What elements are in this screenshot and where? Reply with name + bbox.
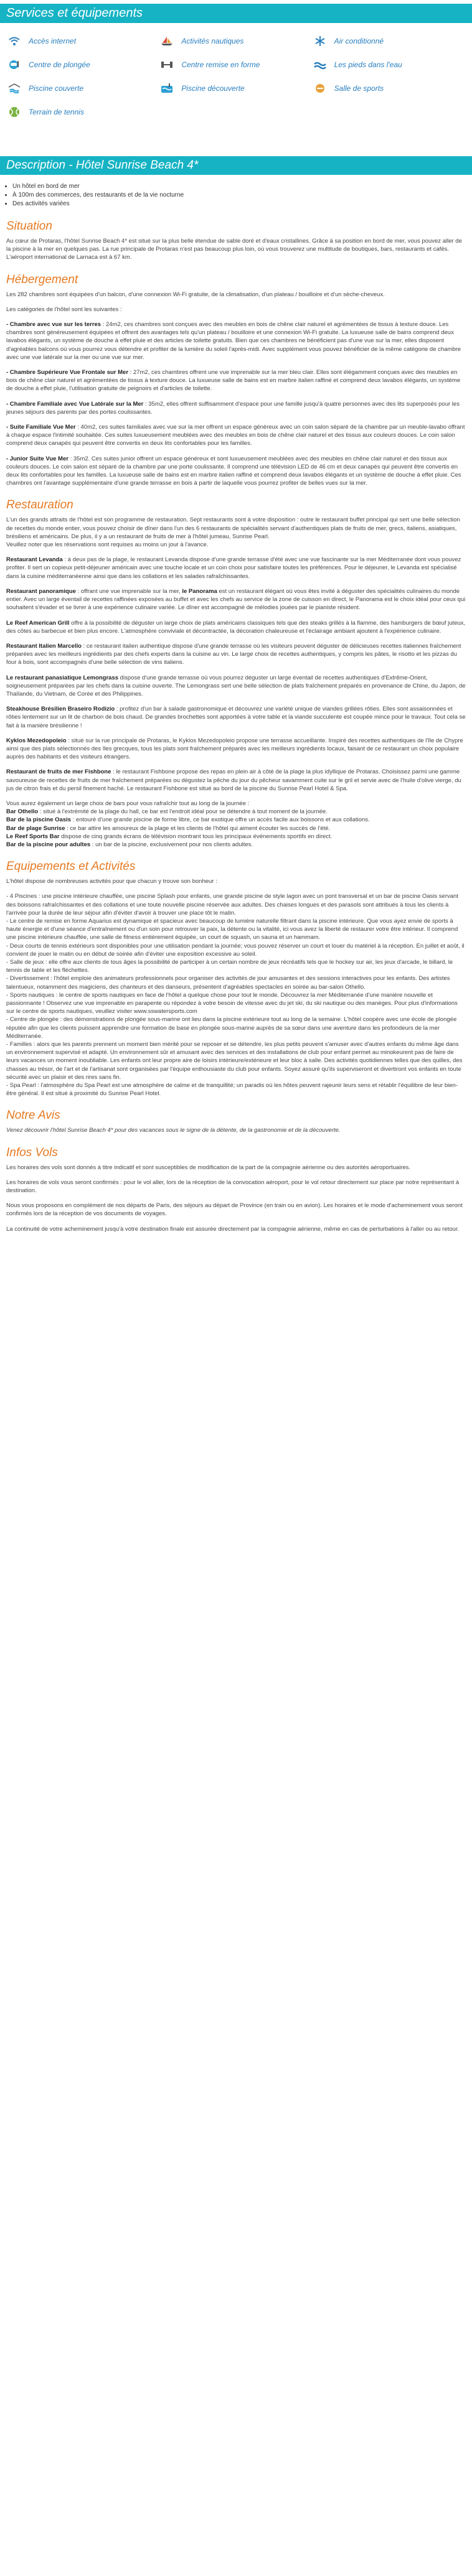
bar-text: dispose de cinq grands écrans de télévision montrant tous les principaux événements sportifs en direct. <box>59 833 333 840</box>
hebergement-intro: Les 282 chambres sont équipées d'un balcon, d'une connexion Wi-Fi gratuite, de la climatisation, d'un plateau / bouilloire et d'un sèche-cheveux. <box>6 291 385 298</box>
bar-name: Bar Othello <box>6 808 39 816</box>
infos-text: La continuité de votre acheminement jusqu'à votre destination finale est assurée directement par la compagnie aérienne, même en cas de perturbations à l'aller ou au retour. <box>6 1225 460 1233</box>
amenity-label: Piscine couverte <box>29 84 84 93</box>
fitness-icon <box>313 83 327 94</box>
restaurant-block <box>6 768 466 793</box>
bar-name: Le Reef Sports Bar <box>6 833 60 840</box>
amenity-label: Air conditionné <box>334 37 384 45</box>
room-category-text: : 40m2, ces suites familiales avec vue sur la mer offrent un espace généreux avec un coin salon séparé de la chambre par un meuble-lavabo offrant à chaque espace l'intimité souhaitée. Ces suites luxueusement meublées avec des meubles en bois de chêne clair naturel et des tissus aux couleurs douces. Le coin salon comprend deux canapés qui peuvent être convertis en deux lits confortables pour les familles. <box>6 424 465 447</box>
room-category <box>6 423 466 448</box>
restaurant-text: : ce restaurant italien authentique dispose d'une grande terrasse où les visiteurs peuvent déguster de délicieuses recettes italiennes fraîchement préparées avec les meilleurs ingrédients par des chefs experts dans la cuisine au vin. Le large choix de recettes authentiques, y compris les pâtes, le risotto et les pizzas du four à bois, sont accompagnés d'une belle sélection de vins italiens. <box>6 642 461 666</box>
restaurant-text: : offrant une vue imprenable sur la mer, <box>75 587 182 595</box>
activity-text: - Salle de jeux : elle offre aux clients de tous âges la possibilité de participer à un certain nombre de jeux récréatifs tels que le hockey sur air, les jeux d'arcade, le billard, le tennis de table et les fléchettes. <box>6 959 453 974</box>
room-category-name: - Chambre Familiale avec Vue Latérale sur la Mer <box>6 400 144 408</box>
list-item: • Des activités variées <box>12 200 466 208</box>
restaurant-block <box>6 642 466 667</box>
restaurant-block <box>6 619 466 635</box>
bar-text: : situé à l'extrémité de la plage du hall, ce bar est l'endroit idéal pour se détendre à tout moment de la journée. <box>38 808 328 816</box>
boat-icon <box>160 35 174 47</box>
restauration-intro <box>6 516 466 549</box>
room-categories-intro: Les catégories de l'hôtel sont les suivantes : <box>6 306 122 313</box>
highlights-list <box>0 182 472 208</box>
situation-title: Situation <box>6 220 52 233</box>
amenity-label: Salle de sports <box>334 84 384 93</box>
bar-text: : ce bar attire les amoureux de la plage et les clients de l'hôtel qui aiment écouter les succès de l'été. <box>65 824 331 832</box>
amenity-item <box>313 59 466 70</box>
infos-text: Nous vous proposons en complément de nos départs de Paris, des séjours au départ de Province (en train ou en avion). Les horaires et le mode d'acheminement vous seront confirmés lors de la réception de vos documents de voyages. <box>6 1202 463 1218</box>
activity-text: - Divertissement : l'hôtel emploie des animateurs professionnels pour organiser des activités de jour amusantes et des sessions interactives pour les enfants. Des artistes talentueux, notamment des magiciens, des chanteurs et des danseurs, présentent d'agréables spectacles en soirée au bar-salon Othello. <box>6 975 450 991</box>
infos-text: Les horaires de vols vous seront confirmés : pour le vol aller, lors de la réception de la convocation aéroport, pour le vol retour directement sur place par notre représentant à destination. <box>6 1178 460 1195</box>
bar-name: Bar de la piscine Oasis <box>6 816 72 824</box>
activity-text: - Deux courts de tennis extérieurs sont disponibles pour une utilisation pendant la journée; vous pouvez réserver un court et louer du matériel à la réception. En juillet et août, il convient de jouer le matin ou en début de soirée afin d'éviter une exposition excessive au soleil. <box>6 942 465 958</box>
activities-block <box>6 892 466 1098</box>
restauration-intro-text: L'un des grands attraits de l'hôtel est son programme de restauration. Sept restaurants sont à votre disposition : outre le restaurant buffet principal qui sert une belle sélection de recettes du monde entier, vous pouvez choisir de dîner dans l'un des 6 restaurants de spécialités servant d'authentiques plats de fruits de mer, grecs, italiens, asiatiques, brésiliens et américains. De plus, il y a un restaurant de fruits de mer à l'hôtel jumeau, Sunrise Pearl. <box>6 516 460 540</box>
bar-text: : entouré d'une grande piscine de forme libre, ce bar exotique offre un accès facile aux boissons et aux collations. <box>71 816 370 824</box>
room-category-name: - Suite Familiale Vue Mer <box>6 424 76 431</box>
bar-name: Bar de plage Sunrise <box>6 824 65 832</box>
amenity-item <box>7 59 160 70</box>
restaurant-name: Restaurant Italien Marcello <box>6 642 82 650</box>
restaurant-text: : situé sur la rue principale de Protaras, le Kyklos Mezedopoleio propose une terrasse accueillante. Inspiré des recettes authentiques de l'île de Chypre ainsi que des plats sélectionnés des îles grecques, tous les plats sont fraîchement préparés avec les meilleurs ingrédients locaux, faisant de ce restaurant un choix populaire auprès des habitants et des visiteurs étrangers. <box>6 737 463 761</box>
restaurant-name: Restaurant Levanda <box>6 556 63 564</box>
equipements-title: Equipements et Activités <box>6 860 136 874</box>
restaurant-text: : profitez d'un bar à salade gastronomique et découvrez une variété unique de viandes grillées rôties. Elles sont assaisonnées et rôties lentement sur un lit de charbon de bois chaud. De grandes brochettes sont apportées à votre table et la viande succulente est coupée mince pour le travaux. Tout cela se fait à la manière brésilienne ! <box>6 706 466 729</box>
hebergement-title: Hébergement <box>6 273 78 286</box>
restauration-title: Restauration <box>6 498 73 512</box>
amenity-label: Centre de plongée <box>29 60 90 69</box>
room-category <box>6 400 466 416</box>
infos-text: Les horaires des vols sont donnés à titre indicatif et sont susceptibles de modification de la part de la compagnie aérienne ou des autorités aéroportuaires. <box>6 1164 411 1171</box>
restaurant-text: offre à la possibilité de déguster un large choix de plats américains classiques tels que des steaks grillés à la flamme, des hamburgers de bœuf juteux, des côtes au barbecue et bien plus encore. L'atmosphère conviviale et décontractée, la décoration chaleureuse et l'éclairage ambiant ajoutent à l'expérience culinaire. <box>6 619 466 635</box>
amenity-label: Piscine découverte <box>181 84 245 93</box>
list-item: • Un hôtel en bord de mer <box>12 182 466 191</box>
amenity-label: Activités nautiques <box>181 37 244 45</box>
wifi-icon <box>7 35 21 47</box>
room-category-name: - Chambre Supérieure Vue Frontale sur Mer <box>6 369 129 376</box>
outdoor-pool-icon <box>160 83 174 94</box>
infos-vols-title: Infos Vols <box>6 1146 58 1159</box>
amenity-item <box>313 35 466 47</box>
bars-intro: Vous aurez également un large choix de bars pour vous rafraîchir tout au long de la journée : <box>6 800 250 807</box>
activity-text: - Sports nautiques : le centre de sports nautiques en face de l'hôtel a quelque chose pour tout le monde. Découvrez la mer Méditerranée d'une manière nouvelle et passionnante ! Observez une vue imprenable en parapente ou répondez à votre besoin de vitesse avec du jet ski, du ski nautique ou des manèges. Pour plus d'informations sur le centre de sports nautiques, veuillez visiter www.sswatersports.com <box>6 991 458 1015</box>
amenity-item <box>7 106 160 118</box>
restaurant-name: Restaurant de fruits de mer Fishbone <box>6 768 111 776</box>
amenity-item <box>7 83 160 94</box>
list-item: • À 100m des commerces, des restaurants et de la vie nocturne <box>12 191 466 200</box>
room-category-name: - Junior Suite Vue Mer <box>6 455 68 462</box>
room-category <box>6 368 466 393</box>
room-category <box>6 455 466 488</box>
indoor-pool-icon <box>7 83 21 94</box>
restaurant-name: Le Reef American Grill <box>6 619 70 627</box>
amenity-item <box>160 59 313 70</box>
restaurant-text: est un restaurant élégant où vous êtes invité à déguster des spécialités culinaires du monde entier. Avec un large éventail de recettes raffinées exposées au buffet et avec les chefs au service de la zone de cuisson en direct, le Panorama est le choix idéal pour ceux qui souhaitent s'évader et se livrer à une expérience culinaire variée. Le dîner est accompagné de mélodies jouées par le pianiste résident. <box>6 587 466 612</box>
amenity-label: Centre remise en forme <box>181 60 260 69</box>
bars-block <box>6 800 466 849</box>
activity-text: - Spa Pearl : l'atmosphère du Spa Pearl est une atmosphère de calme et de tranquillité; un paradis où les hôtes peuvent rajeunir leurs sens et rétablir l'équilibre de leur bien-être général. Il est situé à proximité du Sunrise Pearl Hotel. <box>6 1082 458 1098</box>
amenities-grid <box>0 23 472 118</box>
activity-text: - Familles : alors que les parents prennent un moment bien mérité pour se reposer et se détendre, les plus petits peuvent s'amuser avec d'autres enfants du même âge dans un environnement supervisé et adapté. Un environnement sûr et amusant avec des services et des installations de club pour enfant permet au minokeurent pas de faire de leurs vacances un moment inoubliable. Les enfants ont leur propre aire de loisirs intérieure/extérieure et leur bloc à salle. Des activités quotidiennes telles que des quilles, des chasses au trésor, de l'art et de l'artisanat sont organisées par l'équipe enthousiaste du club pour enfants. Soyez assuré qu'ils superviseront et divertiront vos enfants en toute sécurité avec un plaisir et des rires sans fin. <box>6 1041 463 1081</box>
room-category-text: : 24m2, ces chambres sont conçues avec des meubles en bois de chêne clair naturel et agrémentées de tissus à texture douce. Les chambres sont généreusement équipées et offrent des avantages tels qu'un plateau / bouilloire et une connexion Wi-Fi gratuite. La luxueuse salle de bains comprend deux lavabos élégants, un système de douche à effet pluie et des articles de toilette gratuits. Bien que ces chambres ne bénéficient pas d'une vue sur la mer, elles disposent d'agréables balcons où vous pourrez vous détendre et profiter de la lumière du soleil l'après-midi. Avec supplément vous pouvez bénéficier de la même catégorie de chambre avec une vue latérale sur la mer ou une vue sur mer. <box>6 321 461 361</box>
restaurant-block <box>6 587 466 612</box>
bar-text: : un bar de la piscine, exclusivement pour nos clients adultes. <box>90 841 253 848</box>
restaurant-name: Kyklos Mezedopoleio <box>6 737 67 744</box>
room-category-text: : 35m2, elles offrent suffisamment d'espace pour une famille jusqu'à quatre personnes avec des lits superposés pour les jeunes séjours des parents par des portes coulissantes. <box>6 400 460 416</box>
restaurant-text: : le restaurant Fishbone propose des repas en plein air à côté de la plage la plus idyllique de Protaras. Choisissez parmi une gamme savoureuse de recettes de fruits de mer fraîchement préparées ou dégustez la pêche du jour du pêcheur savamment cuite sur le gril et servie avec de l'huile d'olive vierge, du jus de citron frais et du persil finement haché. Le restaurant Fishbone est situé au bord de la piscine du Sunrise Pearl Hotel & Spa. <box>6 768 461 792</box>
amenity-item <box>313 83 466 94</box>
amenity-item <box>160 83 313 94</box>
page <box>0 4 472 1233</box>
wave-icon <box>313 59 327 70</box>
restaurant-name: Restaurant panoramique <box>6 587 76 595</box>
restaurant-block <box>6 737 466 762</box>
restaurant-block <box>6 705 466 730</box>
restaurant-name: le Panorama <box>182 587 217 595</box>
tennis-icon <box>7 106 21 118</box>
activity-text: - Le centre de remise en forme Aquarius est dynamique et spacieux avec beaucoup de lumière naturelle filtrant dans la piscine intérieure. Que vous ayez envie de sports à haute énergie et d'une séance d'entraînement ou d'un soin pour retrouver la paix, la détente ou la vitalité, ici vous avez la liberté de restaurer votre être intérieur. Il comprend une piscine intérieure chauffée, une salle de fitness entièrement équipée, un court de squash, un sauna et un hammam. <box>6 917 458 941</box>
description-title: Description - Hôtel Sunrise Beach 4* <box>0 156 472 175</box>
restaurant-text: : à deux pas de la plage, le restaurant Levanda dispose d'une grande terrasse d'été avec une vue fascinante sur la mer Méditerranée dont vous pouvez profiter. Il sert un copieux petit-déjeuner américain avec une touche locale et un coin choix pour satisfaire toutes les préférences. Pour le déjeuner, le Levanda est spécialisé dans la cuisine méditerranéenne ainsi que dans les collations et les salades rafraîchissantes. <box>6 556 461 580</box>
diving-icon <box>7 59 21 70</box>
restaurant-block <box>6 556 466 581</box>
activity-text: - 4 Piscines : une piscine intérieure chauffée, une piscine Splash pour enfants, une grande piscine de style lagon avec un pont transversal et un bar de piscine Oasis servant des boissons rafraîchissantes et des collations et une toute nouvelle piscine réservée aux adultes. Des chaises longues et des parasols sont attribués à tous les clients à l'arrivée pour la durée de leur séjour afin d'éviter d'avoir à trouver une place tôt le matin. <box>6 893 458 917</box>
amenity-item <box>160 35 313 47</box>
room-category-text: : 27m2, ces chambres offrent une vue imprenable sur la mer bleu clair. Elles sont élégamment conçues avec des meubles en bois de chêne clair naturel et agrémentées de tissus à texture douce. La luxueuse salle de bains est en marbre italien raffiné et comprend deux lavabos élégants, un système de douche à effet pluie, l'utilisation gratuite de peignoirs et d'articles de toilette. <box>6 369 461 393</box>
restauration-note: Veuillez noter que les réservations sont requises au moins un jour à l'avance. <box>6 541 209 549</box>
dumbbell-icon <box>160 59 174 70</box>
situation-text: Au cœur de Protaras, l'hôtel Sunrise Beach 4* est situé sur la plus belle étendue de sable doré et d'eaux cristallines. Grâce à sa position en bord de mer, vous pouvez aller de la piscine à la mer en quelques pas. La rue principale de Protaras n'est pas beaucoup plus loin, où vous trouverez une multitude de boutiques, bars, restaurants et cafés. L'aéroport international de Larnaca est à 67 km. <box>6 238 462 261</box>
amenity-label: Terrain de tennis <box>29 108 84 116</box>
bar-name: Bar de la piscine pour adultes <box>6 841 91 848</box>
avis-title: Notre Avis <box>6 1109 60 1122</box>
room-category-name: - Chambre avec vue sur les terres <box>6 321 101 329</box>
restaurant-name: Steakhouse Brésilien Braseiro Rodizio <box>6 706 115 713</box>
activity-text: - Centre de plongée : des démonstrations de plongée sous-marine ont lieu dans la piscine extérieure tout au long de la semaine. L'hôtel coopère avec une école de plongée réputée afin que les clients puissent apprendre une formation de base en plongée sous-marine auprès de sa sœur dans une aventure dans les profondeurs de la mer Méditerranée. <box>6 1016 457 1040</box>
equipements-intro: L'hôtel dispose de nombreuses activités pour que chacun y trouve son bonheur : <box>6 878 217 885</box>
restaurant-block <box>6 674 466 699</box>
restaurant-text: dispose d'une grande terrasse où vous pourrez déguster un large éventail de recettes authentiques d'Extrême-Orient, soigneusement préparées par les chefs dans la cuisine ouverte. The Lemongrass sert une belle sélection de plats fraîchement préparés en provenance de Chine, du Japon, de Thaïlande, du Vietnam, de Corée et des Philippines. <box>6 674 466 698</box>
restaurant-name: Le restaurant panasiatique Lemongrass <box>6 674 119 681</box>
room-category <box>6 320 466 362</box>
amenity-item <box>7 35 160 47</box>
services-title: Services et équipements <box>0 4 472 23</box>
avis-text: Venez découvrir l'hôtel Sunrise Beach 4* pour des vacances sous le signe de la détente, de la gastronomie et de la découverte. <box>6 1127 341 1134</box>
snowflake-icon <box>313 35 327 47</box>
room-category-text: : 35m2. Ces suites junior offrent un espace généreux et sont luxueusement meublées avec des meubles en chêne clair naturel et des tissus aux couleurs douces. Le coin salon est séparé de la chambre par une porte coulissante. Il comprend une télévision LED de 46 cm et deux canapés qui peuvent être convertis en deux lits confortables pour les familles. La luxueuse salle de bains est en marbre italien raffiné et comprend deux lavabos élégants et un système de douche à effet pluie. Ces chambres ont l'avantage supplémentaire d'une grande terrasse en bois à partir de laquelle vous pourrez profiter de belles vues sur la mer. <box>6 455 461 487</box>
amenity-label: Accès internet <box>29 37 77 45</box>
amenity-label: Les pieds dans l'eau <box>334 60 402 69</box>
